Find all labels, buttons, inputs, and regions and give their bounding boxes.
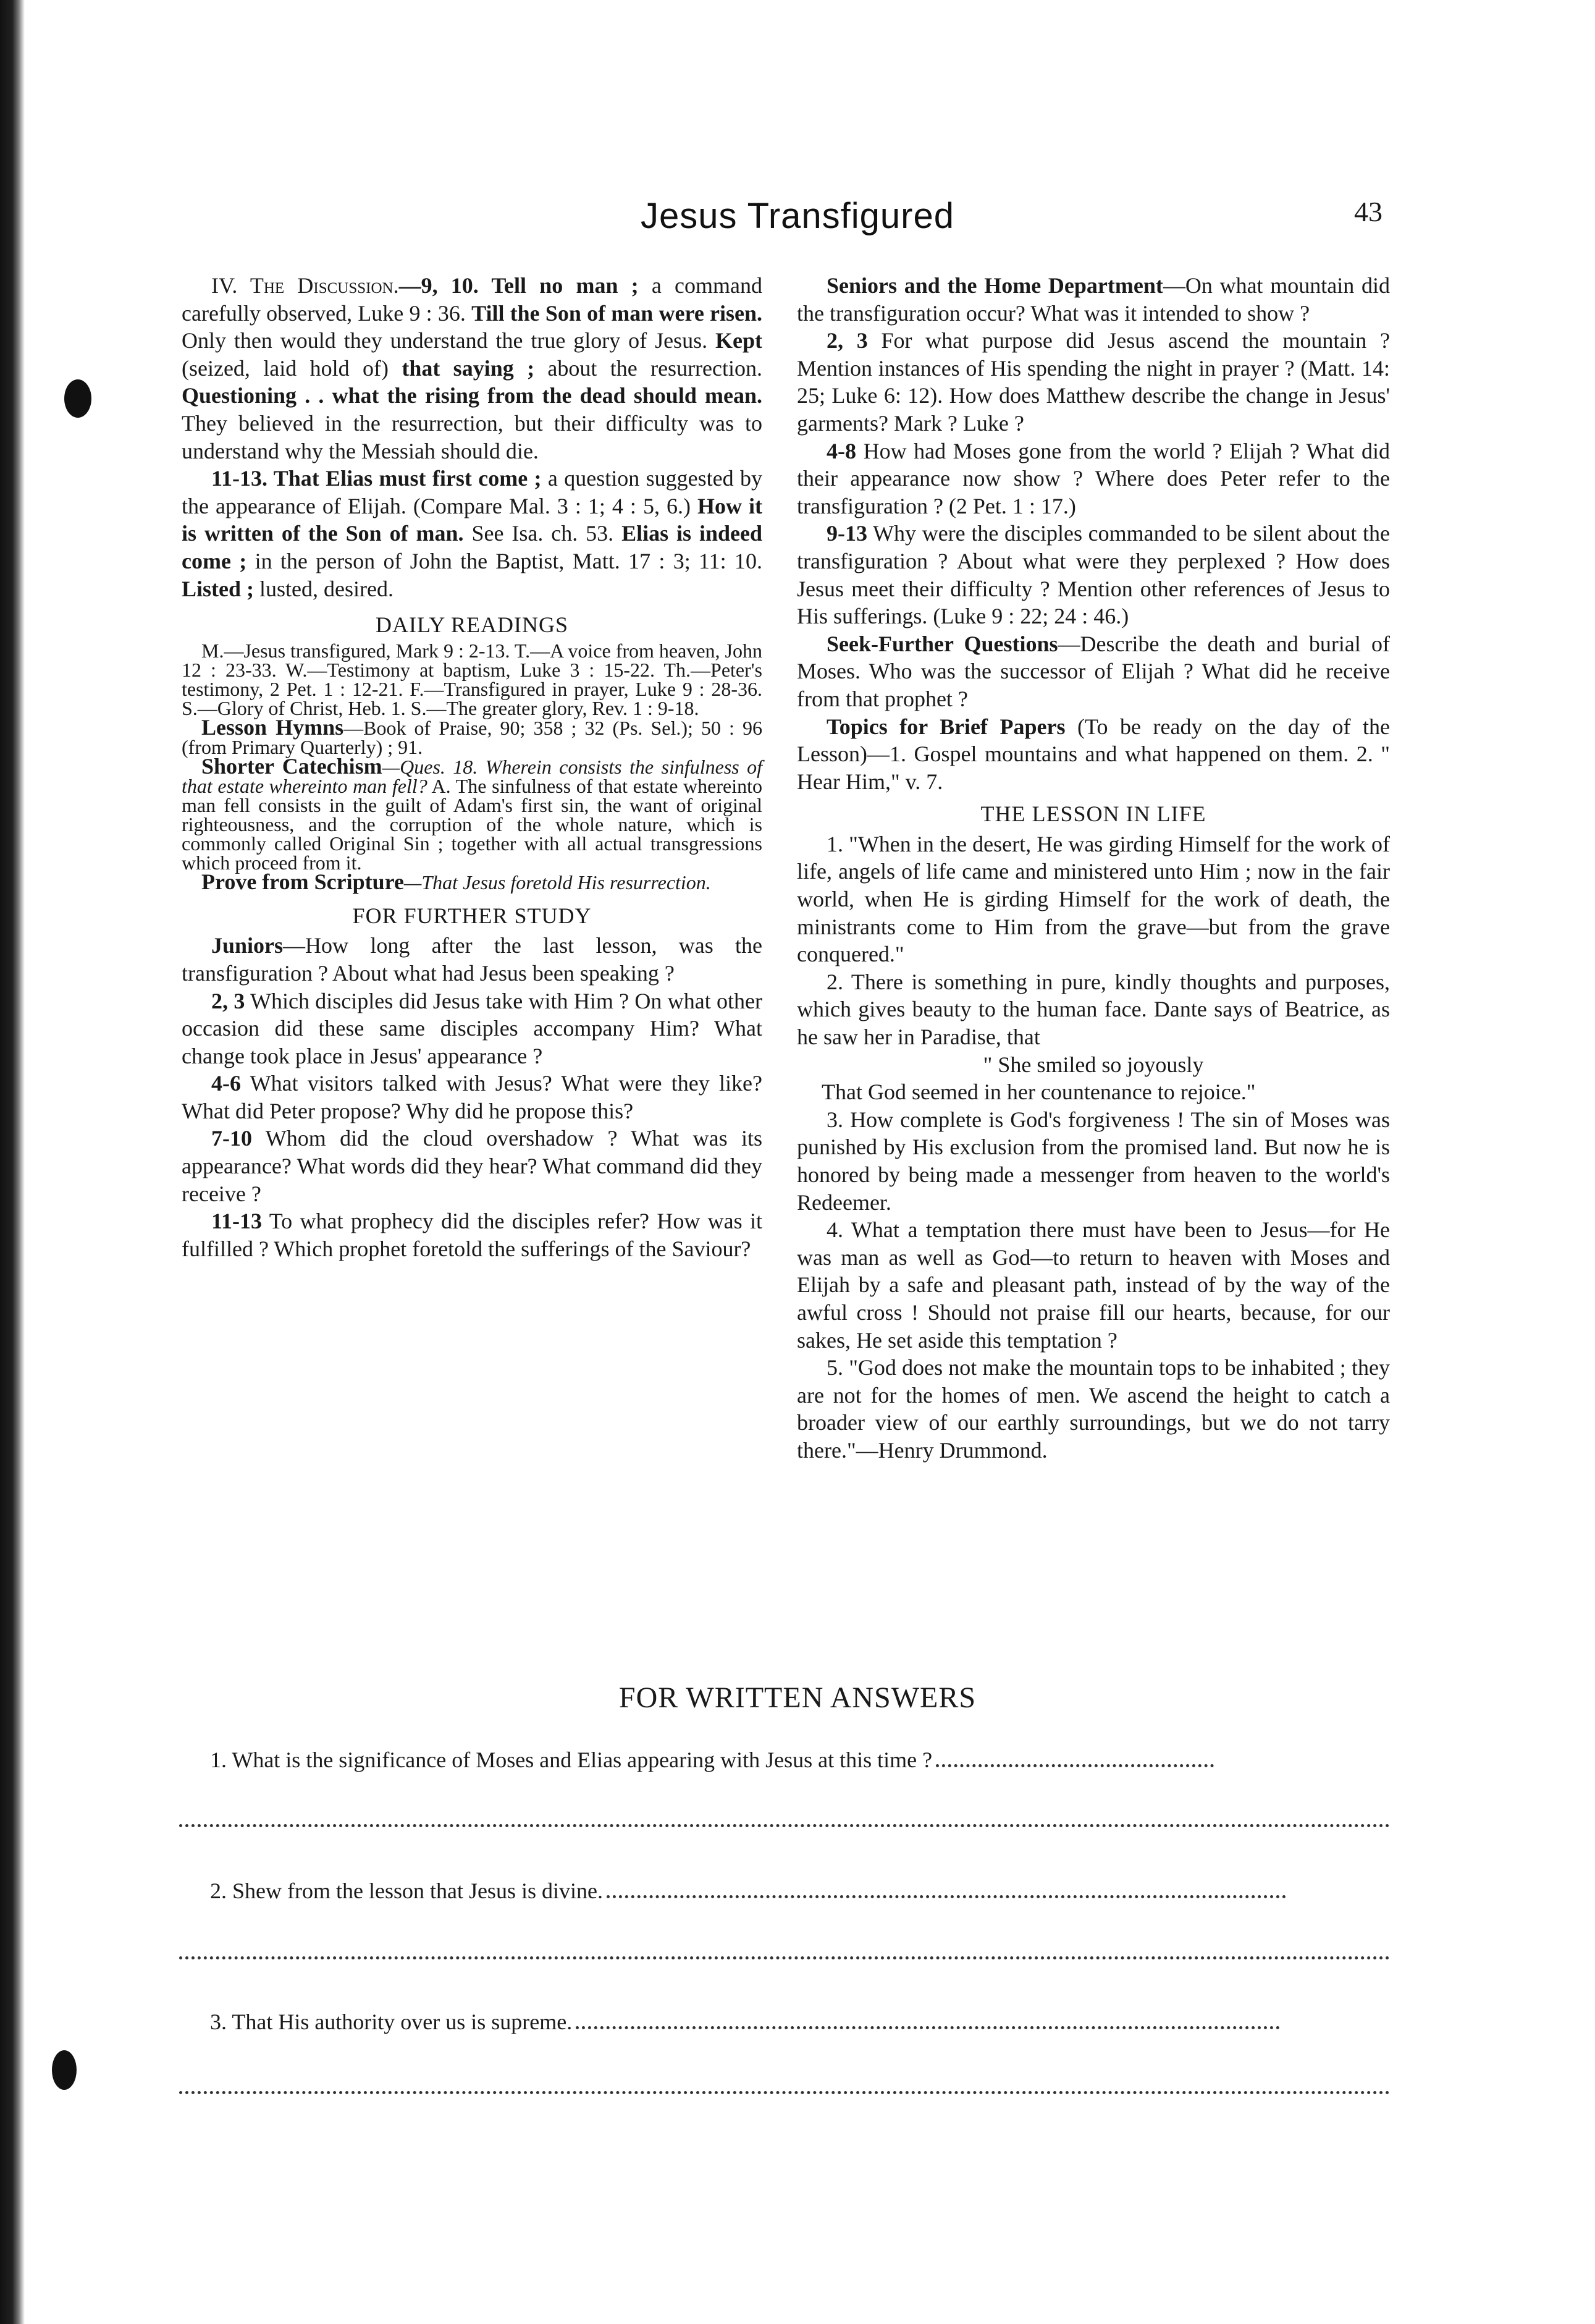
seek-further-questions: Seek-Further Questions—Describe the death and burial of Moses. Who was the successor of Elijah ? What did he receive from that prophet ?: [797, 631, 1391, 711]
lesson-hymns: Lesson Hymns—Book of Praise, 90; 358 ; 32 (Ps. Sel.); 50 : 96 (from Primary Quarterly) ; 91.: [182, 714, 763, 758]
answer-line[interactable]: [179, 1824, 1390, 1827]
life-point: 2. There is something in pure, kindly thoughts and purposes, which gives beauty to the human face. Dante says of Beatrice, as he saw her in Paradise, that: [797, 969, 1390, 1050]
written-answers-heading: FOR WRITTEN ANSWERS: [618, 1681, 977, 1714]
further-study-heading: FOR FURTHER STUDY: [352, 903, 592, 928]
life-point: 4. What a temptation there must have been to Jesus—for He was man as well as God—to return to heaven with Moses and Elijah by a safe and pleasant path, instead of by the way of the awful cross ! Should not praise fill our hearts, because, for our sakes, He set aside this temptation ?: [797, 1217, 1390, 1353]
answer-line[interactable]: [179, 1956, 1390, 1959]
seniors-paragraph: Seniors and the Home Department—On what mountain did the transfiguration occur? What was it intended to show ?: [797, 273, 1390, 326]
juniors-question: 7-10 Whom did the cloud overshadow ? What was its appearance? What words did they hear? What command did they receive ?: [182, 1126, 762, 1206]
life-point: 1. "When in the desert, He was girding Himself for the work of life, angels of life came and ministered unto Him ; now in the fair world, when He is girding Himself for the work of death, the ministrants come to Him from the grave—but from the grave conquered.": [797, 831, 1390, 967]
juniors-question: 11-13 To what prophecy did the disciples refer? How was it fulfilled ? Which prophet foretold the sufferings of the Saviour?: [182, 1209, 762, 1261]
prove-from-scripture: Prove from Scripture—That Jesus foretold His resurrection.: [201, 869, 711, 894]
quote-line: That God seemed in her countenance to rejoice.": [822, 1080, 1256, 1105]
page-number: 43: [1354, 196, 1382, 227]
left-column: [182, 272, 762, 1262]
right-column: [797, 272, 1390, 1464]
seniors-question: 9-13 Why were the disciples commanded to be silent about the transfiguration ? About what were they perplexed ? How does Jesus meet their difficulty ? Mention other references of Jesus to His sufferings. (Luke 9 : 22; 24 : 46.): [797, 521, 1390, 629]
scan-edge: [0, 0, 25, 2324]
answer-line[interactable]: [576, 2026, 1280, 2029]
juniors-question: 2, 3 Which disciples did Jesus take with Him ? On what other occasion did these same disciples accompany Him? What change took place in Jesus' appearance ?: [182, 988, 763, 1068]
juniors-paragraph: Juniors—How long after the last lesson, was the transfiguration ? About what had Jesus been speaking ?: [182, 933, 762, 986]
discussion-paragraph: IV. The Discussion.—9, 10. Tell no man ; a command carefully observed, Luke 9 : 36. Till the Son of man were risen. Only then would they understand the true glory of Jesus. Kept (seized, laid hold of) that saying ; about the resurrection. Questioning . . what the rising from the dead should mean. They believed in the resurrection, but their difficulty was to understand why the Messiah should die.: [182, 273, 763, 463]
written-question: 3. That His authority over us is supreme.: [210, 2008, 1396, 2035]
shorter-catechism: Shorter Catechism—Ques. 18. Wherein consists the sinfulness of that estate whereinto man fell? A. The sinfulness of that estate whereinto man fell consists in the guilt of Adam's first sin, the want of original righteousness, and the corruption of the whole nature, which is commonly called Original Sin ; together with all actual transgressions which proceed from it.: [182, 753, 763, 874]
elias-paragraph: 11-13. That Elias must first come ; a question suggested by the appearance of Elijah. (Compare Mal. 3 : 1; 4 : 5, 6.) How it is written of the Son of man. See Isa. ch. 53. Elias is indeed come ; in the person of John the Baptist, Matt. 17 : 3; 11: 10. Listed ; lusted, desired.: [182, 466, 763, 601]
answer-line[interactable]: [936, 1764, 1214, 1767]
answer-line[interactable]: [179, 2091, 1390, 2094]
daily-readings: M.—Jesus transfigured, Mark 9 : 2-13. T.—A voice from heaven, John 12 : 23-33. W.—Testimony at baptism, Luke 3 : 15-22. Th.—Peter's testimony, 2 Pet. 1 : 12-21. F.—Transfigured in prayer, Luke 9 : 28-36. S.—Glory of Christ, Heb. 1. S.—The greater glory, Rev. 1 : 9-18.: [182, 639, 762, 719]
written-question: 2. Shew from the lesson that Jesus is divine.: [210, 1877, 1396, 1904]
quote-line: " She smiled so joyously: [983, 1052, 1204, 1077]
daily-readings-block: [182, 641, 762, 892]
punch-hole: [64, 379, 91, 418]
punch-hole: [52, 2050, 77, 2090]
life-point: 3. How complete is God's forgiveness ! The sin of Moses was punished by His exclusion from the promised land. But now he is honored by being made a messenger from heaven to the world's Redeemer.: [797, 1107, 1390, 1215]
seniors-question: 4-8 How had Moses gone from the world ? Elijah ? What did their appearance now show ? Where does Peter refer to the transfiguration ? (2 Pet. 1 : 17.): [797, 438, 1390, 518]
section-lead: IV. The Discussion.: [211, 273, 399, 298]
topics-for-brief-papers: Topics for Brief Papers (To be ready on the day of the Lesson)—1. Gospel mountains and what happened on them. 2. " Hear Him," v. 7.: [797, 714, 1390, 794]
lesson-in-life-heading: THE LESSON IN LIFE: [980, 801, 1206, 827]
written-question: 1. What is the significance of Moses and Elias appearing with Jesus at this time ?: [210, 1746, 1396, 1773]
page-title: Jesus Transfigured: [640, 196, 955, 236]
juniors-question: 4-6 What visitors talked with Jesus? What were they like? What did Peter propose? Why did he propose this?: [182, 1071, 762, 1123]
answer-line[interactable]: [607, 1895, 1286, 1898]
life-point: 5. "God does not make the mountain tops to be inhabited ; they are not for the homes of men. We ascend the height to catch a broader view of our earthly surroundings, but we do not tarry there."—Henry Drummond.: [797, 1355, 1390, 1463]
seniors-question: 2, 3 For what purpose did Jesus ascend the mountain ? Mention instances of His spending the night in prayer ? (Matt. 14: 25; Luke 6: 12). How does Matthew describe the change in Jesus' garments? Mark ? Luke ?: [797, 328, 1390, 436]
daily-readings-heading: DAILY READINGS: [375, 612, 569, 638]
